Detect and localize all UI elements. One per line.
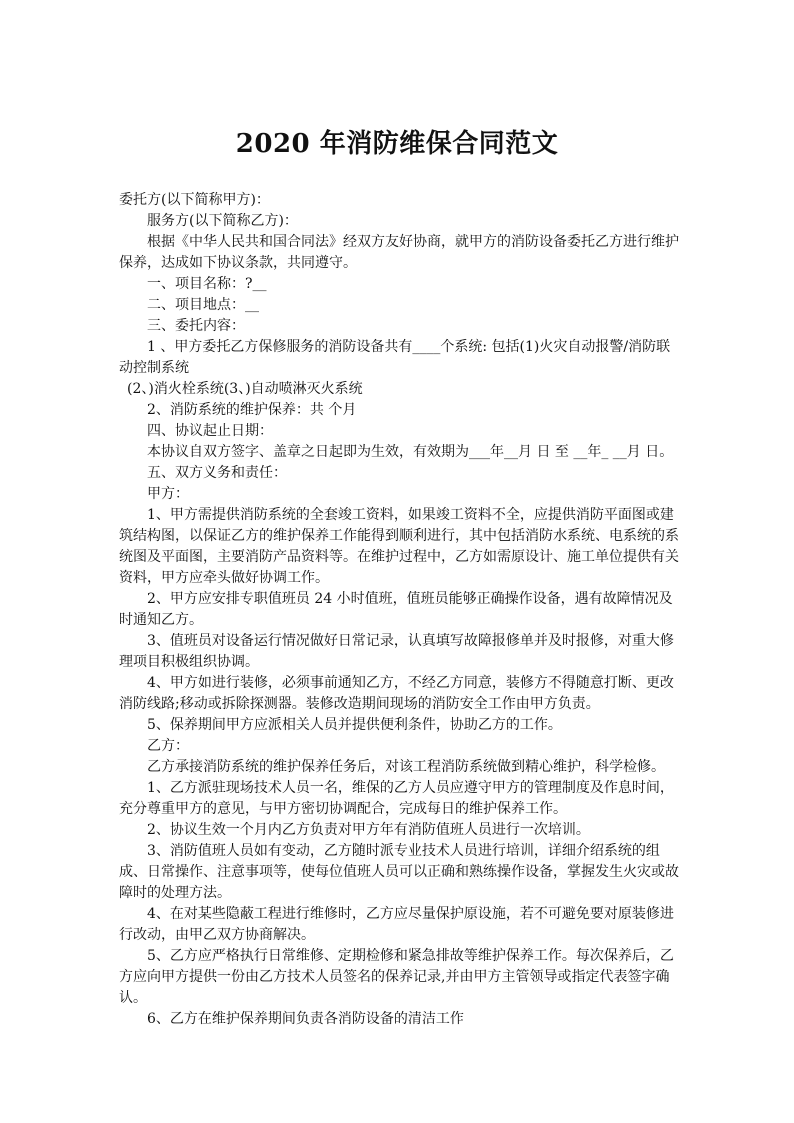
paragraph-party-a-item-4: 4、甲方如进行装修，必须事前通知乙方，不经乙方同意，装修方不得随意打断、更改消防线路;移动或拆除探测器。装修改造期间现场的消防安全工作由甲方负责。: [119, 675, 674, 712]
paragraph-client: 委托方(以下简称甲方)：: [119, 192, 270, 208]
paragraph-provider: 服务方(以下简称乙方)：: [147, 213, 298, 229]
paragraph-party-b-intro: 乙方承接消防系统的维护保养任务后，对该工程消防系统做到精心维护，科学检修。: [147, 759, 665, 775]
paragraph-party-b-item-6: 6、乙方在维护保养期间负责各消防设备的清洁工作: [147, 1011, 464, 1027]
paragraph-systems-list: 1 、甲方委托乙方保修服务的消防设备共有____个系统: 包括(1)火灾自动报警/消防联动控制系统: [119, 339, 671, 376]
paragraph-party-a-item-5: 5、保养期间甲方应派相关人员并提供便利条件，协助乙方的工作。: [147, 717, 562, 733]
paragraph-party-b-item-2: 2、协议生效一个月内乙方负责对甲方年有消防值班人员进行一次培训。: [147, 822, 590, 838]
paragraph-party-a-item-1: 1、甲方需提供消防系统的全套竣工资料，如果竣工资料不全，应提供消防平面图或建筑结构图，以保证乙方的维护保养工作能得到顺利进行，其中包括消防水系统、电系统的系统图及平面图，主要消防产品资料等。在维护过程中，乙方如需原设计、施工单位提供有关资料，甲方应牵头做好协调工作。: [119, 507, 679, 586]
paragraph-party-a-item-3: 3、值班员对设备运行情况做好日常记录，认真填写故障报修单并及时报修，对重大修理项目积极组织协调。: [119, 633, 674, 670]
document-body: [119, 190, 684, 1030]
paragraph-project-location: 二、项目地点：__: [147, 297, 259, 313]
paragraph-project-name: 一、项目名称：?__: [147, 276, 267, 292]
document-title: 2020 年消防维保合同范文: [235, 129, 559, 159]
paragraph-party-b-item-3: 3、消防值班人员如有变动，乙方随时派专业技术人员进行培训，详细介绍系统的组成、日常操作、注意事项等，使每位值班人员可以正确和熟练操作设备，掌握发生火灾或故障时的处理方法。: [119, 843, 679, 901]
paragraph-basis: 根据《中华人民共和国合同法》经双方友好协商，就甲方的消防设备委托乙方进行维护保养，达成如下协议条款，共同遵守。: [119, 234, 679, 271]
paragraph-party-b-item-5: 5、乙方应严格执行日常维修、定期检修和紧急排故等维护保养工作。每次保养后，乙方应向甲方提供一份由乙方技术人员签名的保养记录,并由甲方主管领导或指定代表签字确认。: [119, 948, 674, 1006]
paragraph-validity: 本协议自双方签字、盖章之日起即为生效，有效期为___年__月 日 至 __年_ __月 日。: [147, 444, 674, 460]
paragraph-party-a-heading: 甲方：: [147, 486, 189, 502]
paragraph-commission-content: 三、委托内容：: [147, 318, 245, 334]
paragraph-systems-list-cont: (2、)消火栓系统(3、)自动喷淋灭火系统: [127, 381, 363, 397]
paragraph-party-b-item-4: 4、在对某些隐蔽工程进行维修时，乙方应尽量保护原设施，若不可避免要对原装修进行改动，由甲乙双方协商解决。: [119, 906, 674, 943]
paragraph-party-b-heading: 乙方：: [147, 738, 189, 754]
paragraph-agreement-dates: 四、协议起止日期：: [147, 423, 273, 439]
paragraph-party-b-item-1: 1、乙方派驻现场技术人员一名，维保的乙方人员应遵守甲方的管理制度及作息时间，充分尊重甲方的意见，与甲方密切协调配合，完成每日的维护保养工作。: [119, 780, 674, 817]
paragraph-maintenance-period: 2、消防系统的维护保养：共 个月: [147, 402, 357, 418]
paragraph-obligations-heading: 五、双方义务和责任：: [147, 465, 287, 481]
paragraph-party-a-item-2: 2、甲方应安排专职值班员 24 小时值班，值班员能够正确操作设备，遇有故障情况及时通知乙方。: [119, 591, 673, 628]
